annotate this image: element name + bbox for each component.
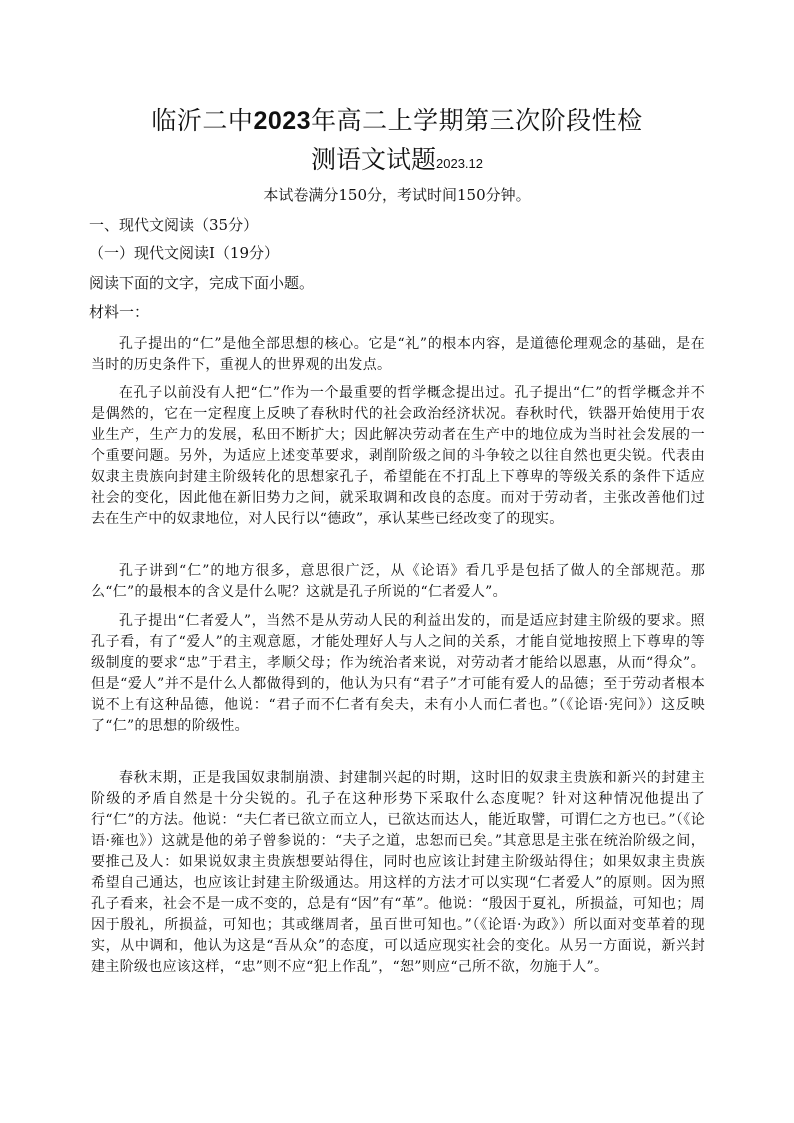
title-prefix: 临沂二中 [151, 106, 254, 135]
paragraph-4: 孔子提出“仁者爱人”，当然不是从劳动人民的利益出发的，而是适应封建主阶级的要求。照孔子看，有了“爱人”的主观意愿，才能处理好人与人之间的关系，才能自觉地按照上下尊卑的等级制度的要求“忠”于君主，孝顺父母；作为统治者来说，对劳动者才能给以恩惠，从而“得众”。但是“爱人”并不是什么人都做得到的，他认为只有“君子”才可能有爱人的品德；至于劳动者根本说不上有这种品德，他说：“君子而不仁者有矣夫，未有小人而仁者也。”（《论语·宪问》）这反映了“仁”的思想的阶级性。 [91, 613, 705, 734]
paragraph-1: 孔子提出的“仁”是他全部思想的核心。它是“礼”的根本内容，是道德伦理观念的基础，是在当时的历史条件下，重视人的世界观的出发点。 [91, 336, 705, 373]
paragraph-3: 孔子讲到“仁”的地方很多，意思很广泛，从《论语》看几乎是包括了做人的全部规范。那么“仁”的最根本的含义是什么呢？这就是孔子所说的“仁者爱人”。 [91, 563, 705, 600]
section-heading: 一、现代文阅读（35分） [89, 216, 259, 234]
exam-title-line1 [0, 104, 794, 138]
paragraph-5: 春秋末期，正是我国奴隶制崩溃、封建制兴起的时期，这时旧的奴隶主贵族和新兴的封建主阶级的矛盾自然是十分尖锐的。孔子在这种形势下采取什么态度呢？针对这种情况他提出了行“仁”的方法。他说：“夫仁者已欲立而立人，已欲达而达人，能近取譬，可谓仁之方也已。”（《论语·雍也》）这就是他的弟子曾参说的：“夫子之道，忠恕而已矣。”其意思是主张在统治阶级之间，要推己及人：如果说奴隶主贵族想要站得住，同时也应该让封建主阶级站得住；如果奴隶主贵族希望自己通达，也应该让封建主阶级通达。用这样的方法才可以实现“仁者爱人”的原则。因为照孔子看来，社会不是一成不变的，总是有“因”有“革”。他说：“殷因于夏礼，所损益，可知也；周因于殷礼，所损益，可知也；其或继周者，虽百世可知也。”（《论语·为政》）所以面对变革着的现实，从中调和，他认为这是“吾从众”的态度，可以适应现实社会的变化。从另一方面说，新兴封建主阶级也应该这样，“忠”则不应“犯上作乱”，“恕”则应“己所不欲，勿施于人”。 [91, 770, 705, 975]
title-line2: 测语文试题 [310, 145, 436, 174]
title-date: 2023.12 [436, 156, 483, 171]
title-middle: 年高二上学期第三次阶段性检 [311, 106, 643, 135]
paragraph-2: 在孔子以前没有人把“仁”作为一个最重要的哲学概念提出过。孔子提出“仁”的哲学概念并不是偶然的，它在一定程度上反映了春秋时代的社会政治经济状况。春秋时代，铁器开始使用于农业生产，生产力的发展，私田不断扩大；因此解决劳动者在生产中的地位成为当时社会发展的一个重要问题。另外，为适应上述变革要求，剥削阶级之间的斗争较之以往自然也更尖锐。代表由奴隶主贵族向封建主阶级转化的思想家孔子，希望能在不打乱上下尊卑的等级关系的条件下适应社会的变化，因此他在新旧势力之间，就采取调和改良的态度。而对于劳动者，主张改善他们过去在生产中的奴隶地位，对人民行以“德政”，承认某些已经改变了的现实。 [91, 385, 705, 527]
material-label: 材料一： [89, 303, 150, 321]
title-year: 2023 [253, 107, 312, 135]
subsection-heading: （一）现代文阅读Ⅰ（19分） [89, 244, 280, 262]
exam-info: 本试卷满分150分，考试时间150分钟。 [263, 186, 531, 204]
exam-title-line2 [0, 143, 794, 181]
reading-instruction: 阅读下面的文字，完成下面小题。 [89, 274, 315, 292]
